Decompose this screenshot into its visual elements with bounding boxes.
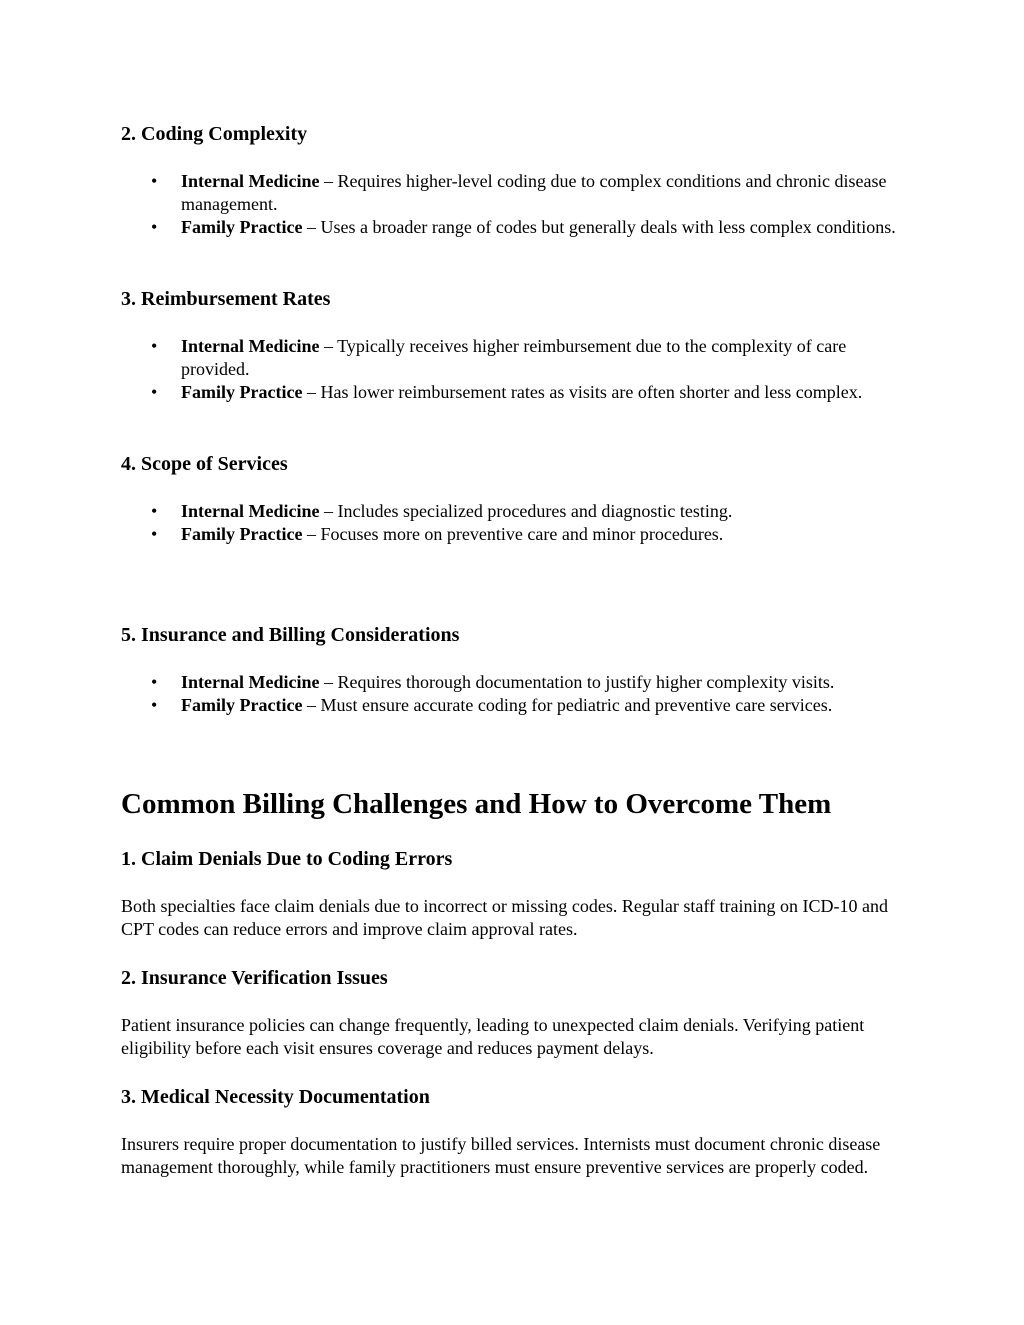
bullet-list bbox=[121, 671, 901, 717]
bullet-icon: • bbox=[151, 336, 158, 356]
section-heading: 5. Insurance and Billing Considerations bbox=[121, 624, 460, 646]
list-item bbox=[121, 523, 901, 546]
list-item-term: Family Practice bbox=[181, 695, 303, 715]
bullet-list bbox=[121, 335, 901, 404]
bullet-icon: • bbox=[151, 382, 158, 402]
bullet-icon: • bbox=[151, 217, 158, 237]
list-item-term: Internal Medicine bbox=[181, 336, 320, 356]
bullet-icon: • bbox=[151, 672, 158, 692]
list-item bbox=[121, 500, 901, 523]
list-item-term: Internal Medicine bbox=[181, 672, 320, 692]
list-item-text: – Typically receives higher reimbursement due to the complexity of care provided. bbox=[181, 336, 847, 379]
paragraph: Insurers require proper documentation to justify billed services. Internists must document chronic disease management thoroughly, while family practitioners must ensure preventive services are properly coded. bbox=[121, 1134, 881, 1177]
section-heading: 4. Scope of Services bbox=[121, 453, 288, 475]
list-item bbox=[121, 216, 901, 239]
bullet-list bbox=[121, 170, 901, 239]
list-item-term: Family Practice bbox=[181, 217, 303, 237]
paragraph: Patient insurance policies can change frequently, leading to unexpected claim denials. Verifying patient eligibility before each visit ensures coverage and reduces payment delays. bbox=[121, 1015, 865, 1058]
list-item-text: – Focuses more on preventive care and minor procedures. bbox=[302, 524, 724, 544]
list-item-term: Internal Medicine bbox=[181, 501, 320, 521]
list-item-text: – Must ensure accurate coding for pediatric and preventive care services. bbox=[302, 695, 833, 715]
section-heading: 1. Claim Denials Due to Coding Errors bbox=[121, 848, 453, 870]
bullet-list bbox=[121, 500, 901, 546]
list-item-text: – Requires higher-level coding due to complex conditions and chronic disease management. bbox=[181, 171, 887, 214]
list-item-text: – Has lower reimbursement rates as visits are often shorter and less complex. bbox=[302, 382, 863, 402]
bullet-icon: • bbox=[151, 171, 158, 191]
list-item-text: – Includes specialized procedures and diagnostic testing. bbox=[319, 501, 733, 521]
list-item bbox=[121, 694, 901, 717]
paragraph: Both specialties face claim denials due to incorrect or missing codes. Regular staff training on ICD-10 and CPT codes can reduce errors and improve claim approval rates. bbox=[121, 896, 888, 939]
section-heading: 2. Insurance Verification Issues bbox=[121, 967, 388, 989]
bullet-icon: • bbox=[151, 695, 158, 715]
list-item-term: Family Practice bbox=[181, 382, 303, 402]
list-item bbox=[121, 381, 901, 404]
list-item bbox=[121, 335, 901, 381]
list-item-text: – Requires thorough documentation to justify higher complexity visits. bbox=[319, 672, 835, 692]
list-item-term: Internal Medicine bbox=[181, 171, 320, 191]
section-heading: 3. Reimbursement Rates bbox=[121, 288, 331, 310]
page-title: Common Billing Challenges and How to Overcome Them bbox=[121, 788, 832, 820]
list-item-term: Family Practice bbox=[181, 524, 303, 544]
list-item bbox=[121, 671, 901, 694]
section-heading: 2. Coding Complexity bbox=[121, 123, 308, 145]
bullet-icon: • bbox=[151, 501, 158, 521]
list-item-text: – Uses a broader range of codes but generally deals with less complex conditions. bbox=[302, 217, 896, 237]
section-heading: 3. Medical Necessity Documentation bbox=[121, 1086, 430, 1108]
list-item bbox=[121, 170, 901, 216]
bullet-icon: • bbox=[151, 524, 158, 544]
